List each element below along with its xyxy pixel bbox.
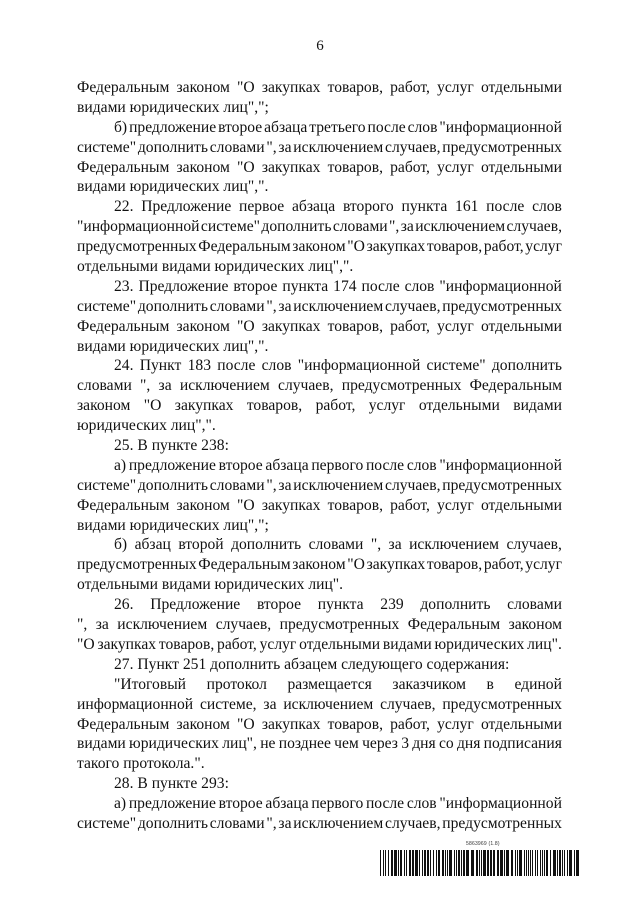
barcode-bar	[511, 850, 513, 876]
barcode-bar	[524, 850, 525, 876]
text-line: Федеральным законом "О закупках товаров, работ, услуг отдельными	[77, 715, 562, 733]
barcode-bar	[519, 850, 522, 876]
barcode-bar	[532, 850, 533, 876]
text-line: "О закупках товаров, работ, услуг отдельными видами юридических лиц".	[77, 635, 562, 653]
text-line: Федеральным законом "О закупках товаров, работ, услуг отдельными	[77, 317, 562, 335]
barcode-bar	[412, 850, 414, 876]
barcode-bar	[553, 850, 556, 876]
barcode-image	[380, 850, 580, 876]
text-line: 22. Предложение первое абзаца второго пункта 161 после слов	[114, 198, 562, 216]
barcode-bar	[537, 850, 538, 876]
barcode-bar	[483, 850, 486, 876]
barcode-bar	[442, 850, 444, 876]
barcode-bar	[517, 850, 518, 876]
barcode-bar	[454, 850, 455, 876]
text-line: юридических лиц",".	[77, 417, 216, 435]
barcode-bar	[574, 850, 575, 876]
barcode-bar	[504, 850, 505, 876]
barcode-bar	[466, 850, 469, 876]
barcode-bar	[546, 850, 548, 876]
barcode-bar	[544, 850, 545, 876]
barcode-bar	[456, 850, 457, 876]
barcode-bar	[559, 850, 561, 876]
text-line: 28. В пункте 293:	[114, 775, 229, 793]
barcode-bar	[430, 850, 431, 876]
barcode-bar	[557, 850, 558, 876]
barcode-bar	[481, 850, 482, 876]
barcode-bar	[479, 850, 480, 876]
barcode-bar	[515, 850, 516, 876]
text-line: законом "О закупках товаров, работ, услуг отдельными видами	[77, 397, 562, 415]
document-code: 5863969 (1.8)	[466, 841, 500, 847]
text-line: предусмотренных Федеральным законом "О закупках товаров, работ, услуг	[77, 238, 562, 256]
barcode-bar	[409, 850, 411, 876]
text-line: видами юридических лиц",".	[77, 178, 269, 196]
barcode-bar	[424, 850, 426, 876]
page-number: 6	[316, 38, 324, 54]
barcode-bar	[422, 850, 423, 876]
barcode-bar	[383, 850, 384, 876]
barcode-bar	[564, 850, 565, 876]
barcode-bar	[562, 850, 563, 876]
barcode-bar	[506, 850, 509, 876]
barcode-bar	[394, 850, 397, 876]
barcode-bar	[398, 850, 399, 876]
barcode-bar	[471, 850, 474, 876]
barcode-bar	[487, 850, 489, 876]
text-line: б) предложение второе абзаца третьего после слов "информационной	[114, 118, 562, 136]
barcode-bar	[427, 850, 429, 876]
barcode-bar	[540, 850, 541, 876]
text-line: информационной системе, за исключением случаев, предусмотренных	[77, 695, 562, 713]
barcode-bar	[391, 850, 393, 876]
text-line: такого протокола.".	[77, 755, 205, 773]
barcode-bar	[569, 850, 572, 876]
text-line: словами ", за исключением случаев, предусмотренных Федеральным	[77, 377, 562, 395]
barcode-bar	[490, 850, 492, 876]
barcode-bar	[433, 850, 434, 876]
barcode-bar	[419, 850, 420, 876]
text-line: Федеральным законом "О закупках товаров, работ, услуг отдельными	[77, 158, 562, 176]
text-line: 26. Предложение второе пункта 239 дополнить словами	[114, 596, 562, 614]
text-line: 25. В пункте 238:	[114, 437, 229, 455]
text-line: отдельными видами юридических лиц".	[77, 576, 344, 594]
barcode-bar	[415, 850, 418, 876]
barcode-bar	[461, 850, 462, 876]
barcode-bar	[463, 850, 465, 876]
text-line: а) предложение второе абзаца первого после слов "информационной	[114, 795, 562, 813]
text-line: Федеральным законом "О закупках товаров, работ, услуг отдельными	[77, 79, 562, 96]
text-line: системе" дополнить словами ", за исключением случаев, предусмотренных	[77, 814, 562, 832]
text-line: 23. Предложение второе пункта 174 после слов "информационной	[114, 277, 562, 295]
barcode-bar	[550, 850, 551, 876]
barcode-bar	[530, 850, 531, 876]
barcode-bar	[476, 850, 478, 876]
document-body	[77, 78, 562, 834]
barcode-bar	[497, 850, 499, 876]
text-line: видами юридических лиц", не позднее чем через 3 дня со дня подписания	[77, 735, 562, 753]
text-line: видами юридических лиц",";	[77, 516, 269, 534]
barcode-bar	[400, 850, 402, 876]
text-line: "Итоговый протокол размещается заказчиком в единой	[114, 675, 562, 693]
text-line: 27. Пункт 251 дополнить абзацем следующего содержания:	[114, 655, 510, 673]
barcode-bar	[447, 850, 448, 876]
text-line: ", за исключением случаев, предусмотренных Федеральным законом	[77, 616, 562, 634]
text-line: системе" дополнить словами ", за исключением случаев, предусмотренных	[77, 138, 562, 156]
barcode-bar	[567, 850, 568, 876]
barcode-bar	[388, 850, 389, 876]
barcode-bar	[380, 850, 381, 876]
text-line: предусмотренных Федеральным законом "О закупках товаров, работ, услуг	[77, 556, 562, 574]
text-line: видами юридических лиц",";	[77, 98, 269, 116]
text-line: системе" дополнить словами ", за исключением случаев, предусмотренных	[77, 476, 562, 494]
barcode-bar	[493, 850, 495, 876]
text-line: б) абзац второй дополнить словами ", за исключением случаев,	[114, 536, 562, 554]
barcode-bar	[449, 850, 452, 876]
barcode-bar	[436, 850, 437, 876]
text-line: системе" дополнить словами ", за исключением случаев, предусмотренных	[77, 297, 562, 315]
barcode-bar	[526, 850, 527, 876]
barcode-bar	[406, 850, 407, 876]
text-line: "информационной системе" дополнить словами ", за исключением случаев,	[77, 218, 562, 236]
text-line: отдельными видами юридических лиц",".	[77, 258, 354, 276]
barcode-bar	[535, 850, 536, 876]
barcode-bar	[404, 850, 405, 876]
text-line: 24. Пункт 183 после слов "информационной системе" дополнить	[114, 357, 562, 375]
barcode-bar	[438, 850, 440, 876]
barcode-bar	[528, 850, 529, 876]
barcode-bar	[542, 850, 543, 876]
text-line: видами юридических лиц",".	[77, 337, 269, 355]
barcode-bar	[458, 850, 460, 876]
text-line: Федеральным законом "О закупках товаров, работ, услуг отдельными	[77, 496, 562, 514]
barcode-bar	[500, 850, 503, 876]
barcode-bar	[445, 850, 446, 876]
barcode-bar	[385, 850, 386, 876]
barcode-bar	[576, 850, 579, 876]
text-line: а) предложение второе абзаца первого после слов "информационной	[114, 456, 562, 474]
